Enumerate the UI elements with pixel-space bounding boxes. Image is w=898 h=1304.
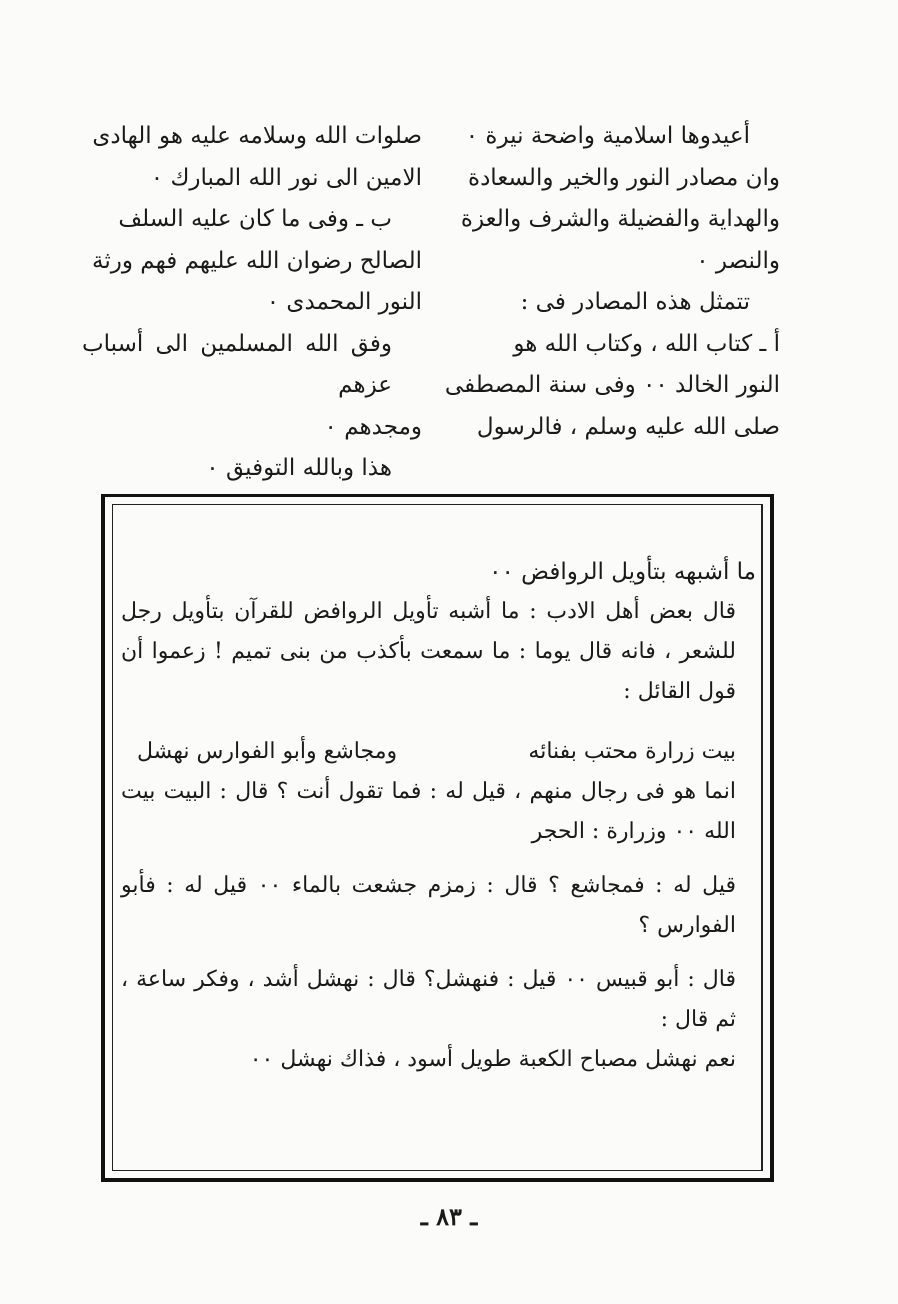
verse-second-hemistich: ومجاشع وأبو الفوارس نهشل (137, 739, 398, 764)
text-line: الصالح رضوان الله عليهم فهم ورثة (92, 247, 422, 274)
text-line: صلى الله عليه وسلم ، فالرسول (476, 413, 780, 440)
text-line: النور المحمدى ٠ (266, 289, 422, 315)
text-line: والهداية والفضيلة والشرف والعزة (460, 206, 780, 232)
anecdote-paragraph: قال : أبو قبيس ٠٠ قيل : فنهشل؟ قال : نهشل أشد ، وفكر ساعة ، ثم قال : (121, 967, 736, 1032)
text-line: صلوات الله وسلامه عليه هو الهادى (92, 123, 422, 149)
text-line: ومجدهم ٠ (324, 413, 422, 440)
text-line: وفق الله المسلمين الى أسباب عزهم (82, 330, 392, 398)
left-text-column (82, 116, 422, 490)
anecdote-title: ما أشبهه بتأويل الروافض ٠٠ (489, 559, 756, 585)
text-line: أ ـ كتاب الله ، وكتاب الله هو (513, 330, 780, 357)
anecdote-paragraph: انما هو فى رجال منهم ، قيل له : فما تقول أنت ؟ قال : البيت بيت الله ٠٠ وزرارة : الحجر (121, 779, 736, 844)
right-text-column (440, 116, 780, 448)
verse-first-hemistich: بيت زرارة محتب بفنائه (528, 739, 736, 764)
text-line: هذا وبالله التوفيق ٠ (206, 455, 392, 481)
text-line: أعيدوها اسلامية واضحة نيرة ٠ (465, 123, 750, 149)
text-line: تتمثل هذه المصادر فى : (520, 289, 750, 315)
poem-verse (121, 732, 756, 772)
page-number: ـ ٨٣ ـ (420, 1202, 478, 1231)
anecdote-paragraph: قال بعض أهل الادب : ما أشبه تأويل الروافض للقرآن بتأويل رجل للشعر ، فانه قال يوما : ما سمعت بأكذب من بنى تميم ! زعموا أن قول القائل : (121, 599, 736, 704)
anecdote-paragraph: نعم نهشل مصباح الكعبة طويل أسود ، فذاك نهشل ٠٠ (249, 1047, 736, 1072)
text-line: وان مصادر النور والخير والسعادة (468, 164, 780, 191)
text-line: النور الخالد ٠٠ وفى سنة المصطفى (444, 372, 780, 398)
anecdote-paragraph: قيل له : فمجاشع ؟ قال : زمزم جشعت بالماء ٠٠ قيل له : فأبو الفوارس ؟ (121, 873, 736, 938)
text-line: الامين الى نور الله المبارك ٠ (150, 164, 422, 191)
text-line: ب ـ وفى ما كان عليه السلف (118, 206, 392, 232)
text-line: والنصر ٠ (696, 247, 780, 274)
anecdote-content (121, 552, 756, 1080)
anecdote-box (101, 494, 774, 1182)
